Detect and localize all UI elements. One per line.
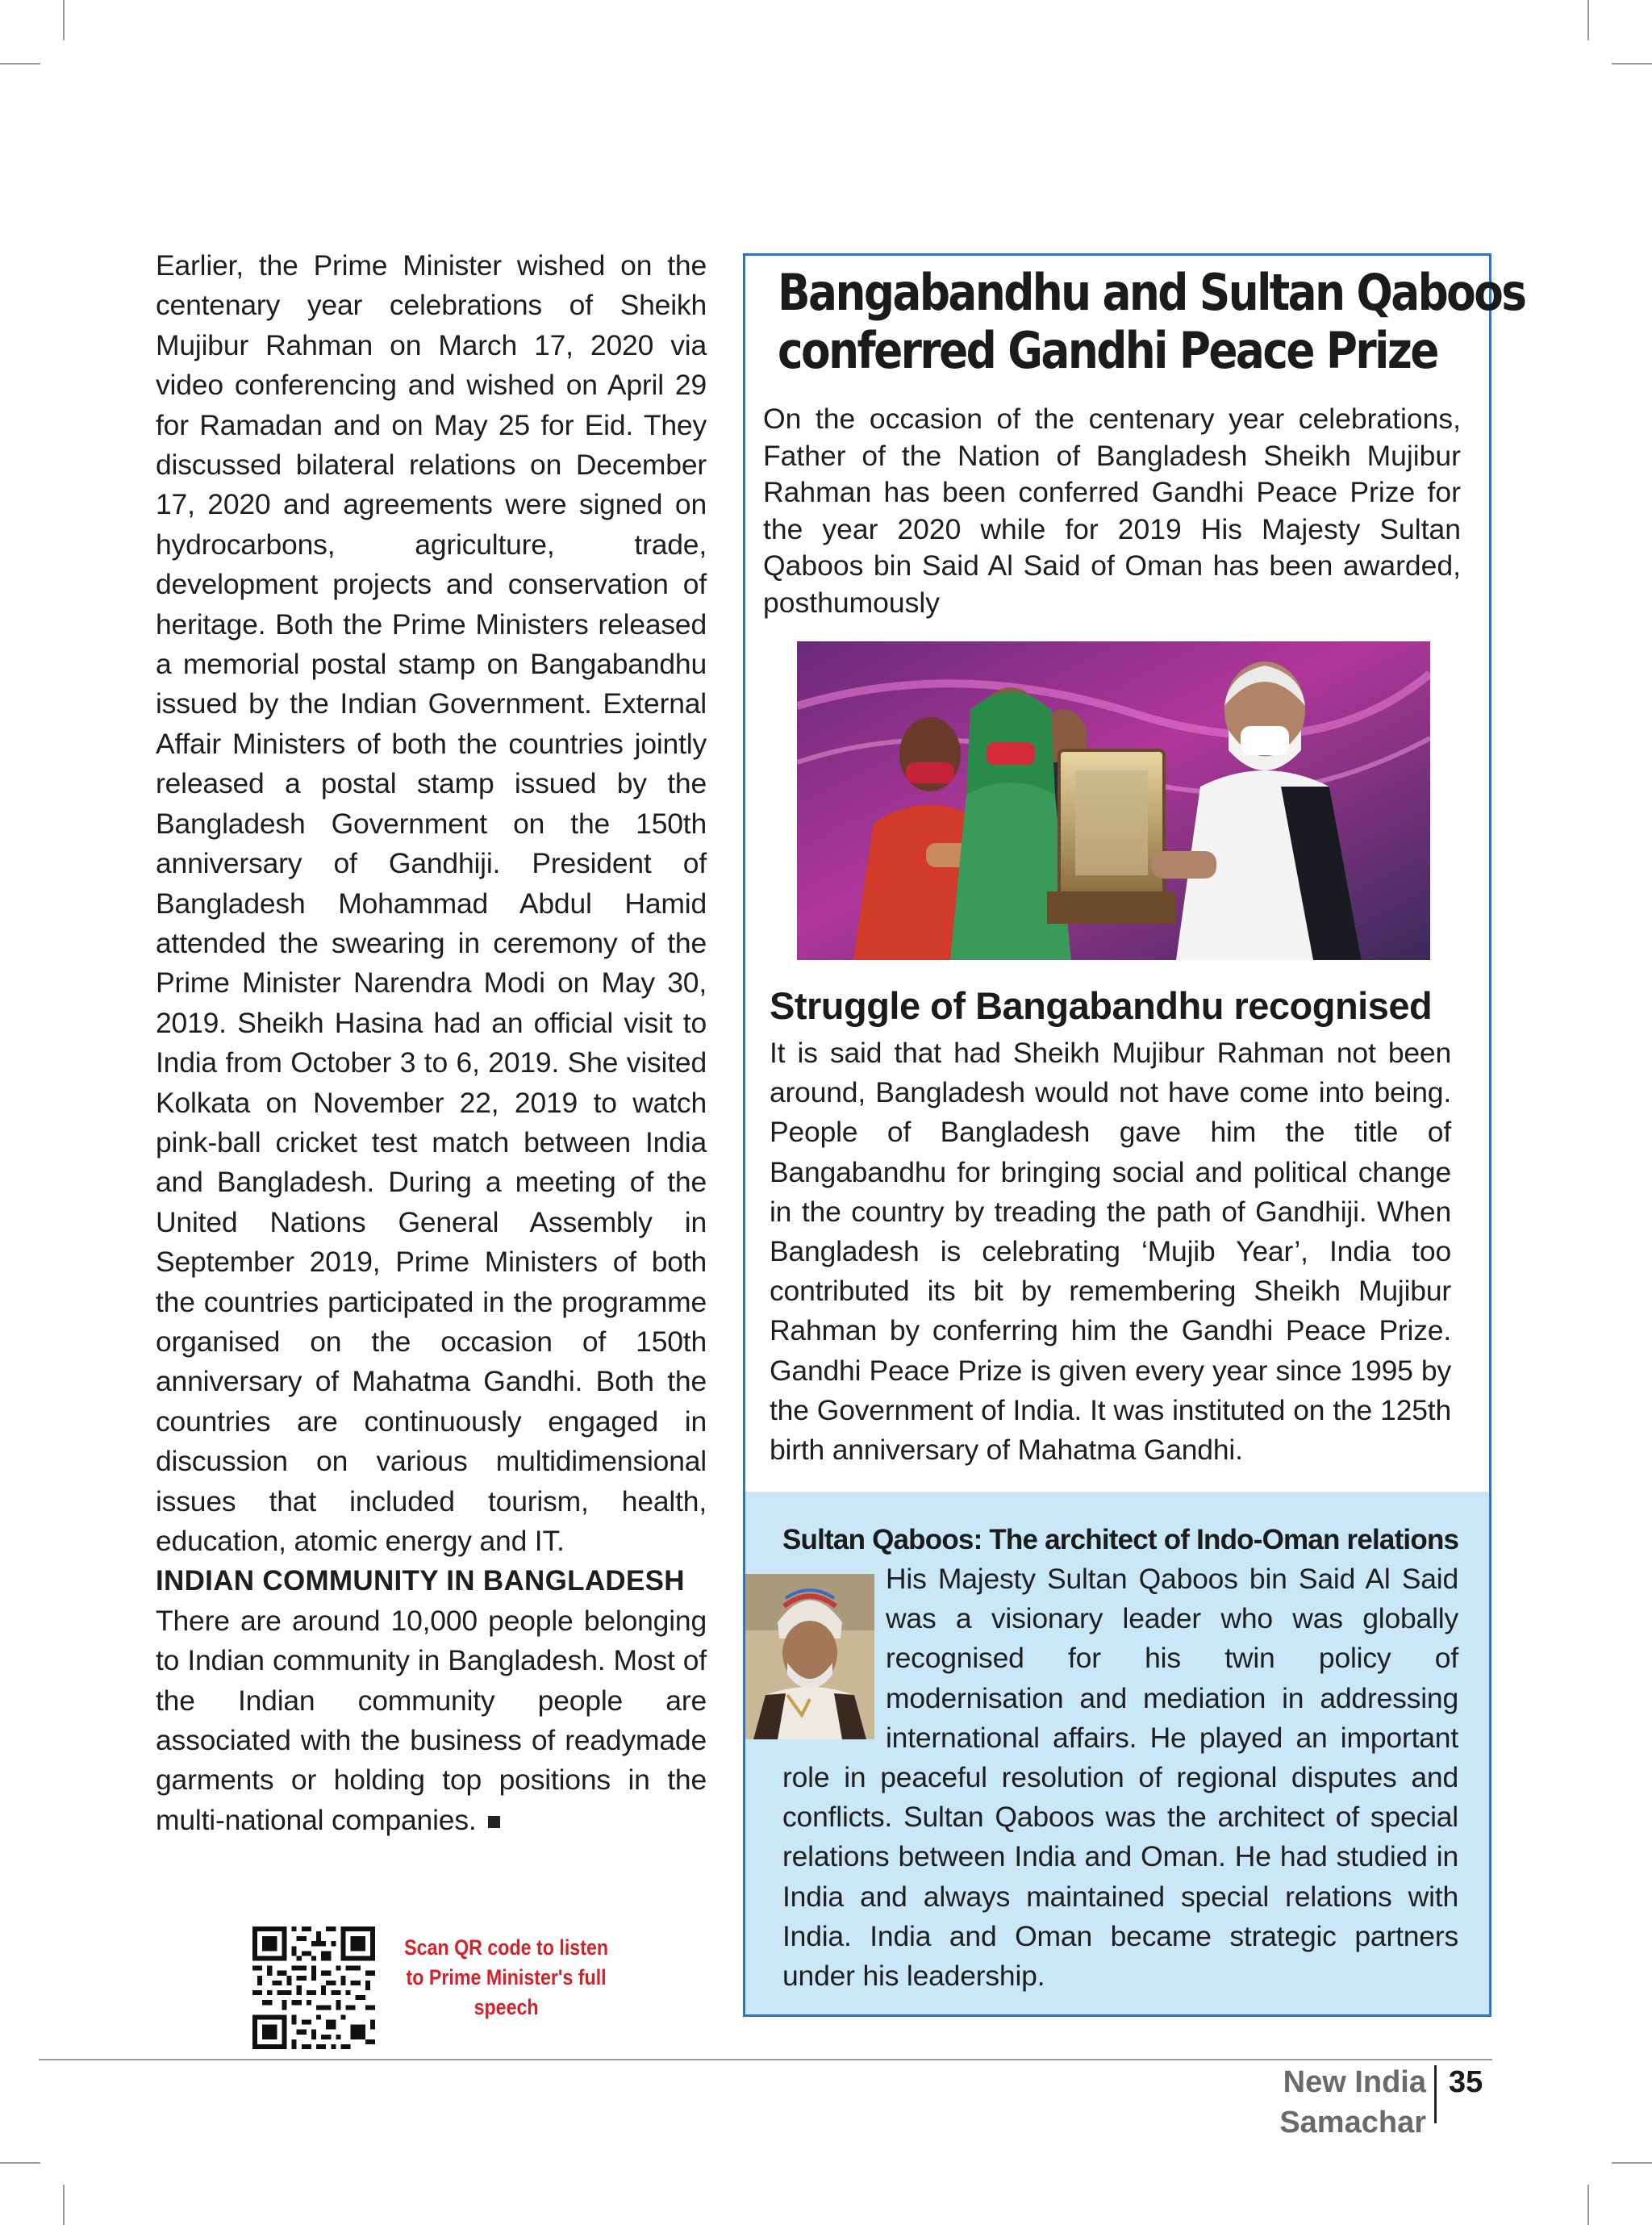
sidebar-title: Sultan Qaboos: The architect of Indo-Oman relations: [782, 1524, 1459, 1555]
crop-mark: [63, 0, 65, 40]
footer-divider: [1434, 2065, 1437, 2123]
qr-code-icon[interactable]: [252, 1927, 375, 2049]
crop-mark: [1587, 2185, 1589, 2225]
left-column: [156, 246, 707, 1840]
sidebar-body: His Majesty Sultan Qaboos bin Said Al Said was a visionary leader who was globally recognised for his twin policy of modernisation and mediation in addressing international affairs. He played an important role in peaceful resolution of regional disputes and conflicts. Sultan Qaboos was the architect of special relations between India and Oman. He had studied in India and always maintained special relations with India. India and Oman became strategic partners under his leadership.: [782, 1559, 1458, 1996]
sultan-portrait-photo: [745, 1574, 874, 1739]
community-heading: INDIAN COMMUNITY IN BANGLADESH: [156, 1565, 685, 1597]
qr-caption: Scan QR code to listen to Prime Minister's full speech: [404, 1935, 609, 2019]
section-title: Struggle of Bangabandhu recognised: [770, 984, 1433, 1027]
crop-mark: [0, 63, 40, 65]
crop-mark: [63, 2185, 65, 2225]
crop-mark: [0, 2162, 40, 2164]
feature-title: Bangabandhu and Sultan Qaboos conferred Gandhi Peace Prize: [778, 263, 1525, 380]
end-mark-icon: [488, 1816, 500, 1828]
publication-name: New India Samachar: [1279, 2065, 1426, 2139]
crop-mark: [1587, 0, 1589, 40]
left-paragraph-1: Earlier, the Prime Minister wished on the centenary year celebrations of Sheikh Mujibur Rahman on March 17, 2020 via video conferencing and wished on April 29 for Ramadan and on May 25 for Eid. They discussed bilateral relations on December 17, 2020 and agreements were signed on hydrocarbons, agriculture, trade, development projects and conservation of heritage. Both the Prime Ministers released a memorial postal stamp on Bangabandhu issued by the Indian Government. External Affair Ministers of both the countries jointly released a postal stamp issued by the Bangladesh Government on the 150th anniversary of Gandhiji. President of Bangladesh Mohammad Abdul Hamid attended the swearing in ceremony of the Prime Minister Narendra Modi on May 30, 2019. Sheikh Hasina had an official visit to India from October 3 to 6, 2019. She visited Kolkata on November 22, 2019 to watch pink-ball cricket test match between India and Bangladesh. During a meeting of the United Nations General Assembly in September 2019, Prime Ministers of both the countries participated in the programme organised on the occasion of 150th anniversary of Mahatma Gandhi. Both the countries are continuously engaged in discussion on various multidimensional issues that included tourism, health, education, atomic energy and IT.: [156, 249, 707, 1557]
sultan-sidebar: [745, 1492, 1489, 2014]
footer-rule: [39, 2059, 1492, 2060]
crop-mark: [1612, 63, 1652, 65]
page-number: 35: [1449, 2065, 1483, 2099]
award-ceremony-photo: [797, 641, 1430, 960]
left-paragraph-2: There are around 10,000 people belonging to Indian community in Bangladesh. Most of the Indian community people are associated with the business of readymade garments or holding top positions in the multi-national companies.: [156, 1604, 707, 1836]
prize-feature-box: [743, 253, 1525, 2017]
feature-intro: On the occasion of the centenary year celebrations, Father of the Nation of Bangladesh Sheikh Mujibur Rahman has been conferred Gandhi Peace Prize for the year 2020 while for 2019 His Majesty Sultan Qaboos bin Said Al Said of Oman has been awarded, posthumously: [763, 403, 1461, 619]
section-body: It is said that had Sheikh Mujibur Rahman not been around, Bangladesh would not have come into being. People of Bangladesh gave him the title of Bangabandhu for bringing social and political change in the country by treading the path of Gandhiji. When Bangladesh is celebrating ‘Mujib Year’, India too contributed its bit by remembering Sheikh Mujibur Rahman by conferring him the Gandhi Peace Prize. Gandhi Peace Prize is given every year since 1995 by the Government of India. It was instituted on the 125th birth anniversary of Mahatma Gandhi.: [770, 1037, 1451, 1467]
crop-mark: [1612, 2162, 1652, 2164]
